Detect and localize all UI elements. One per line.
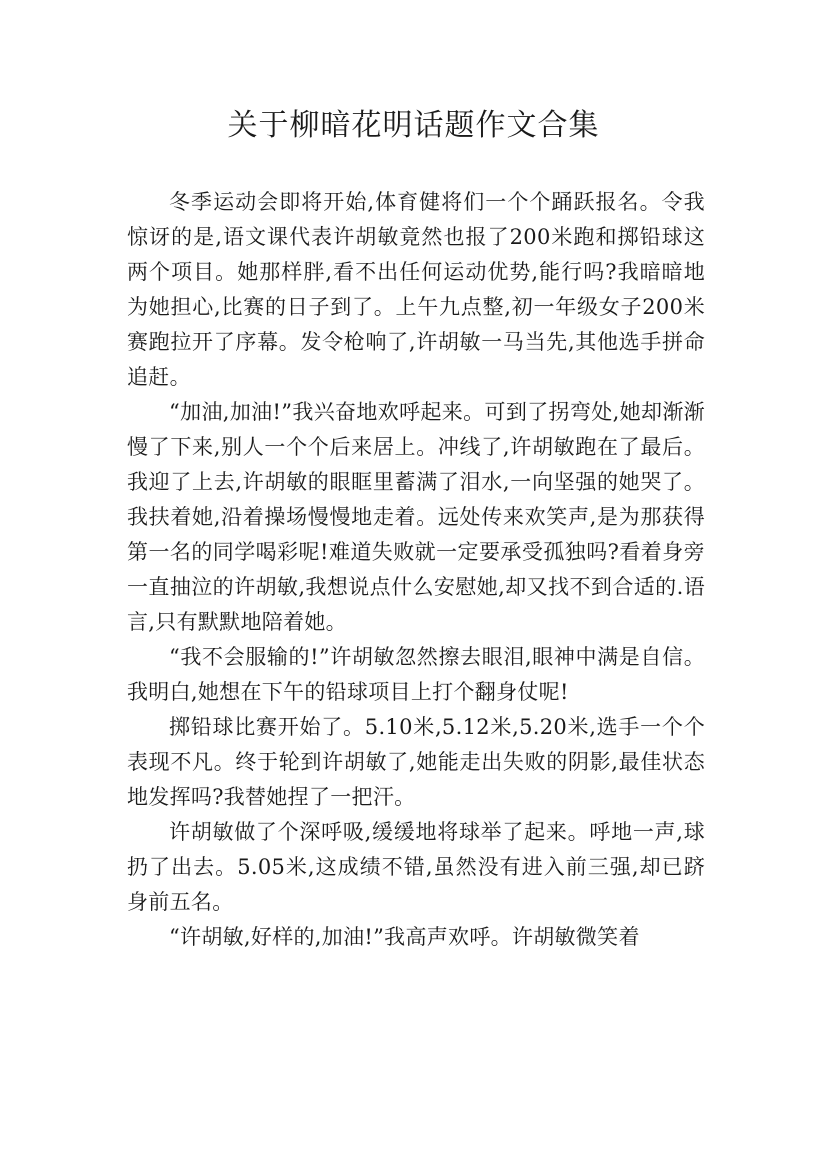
paragraph: “加油,加油!”我兴奋地欢呼起来。可到了拐弯处,她却渐渐慢了下来,别人一个个后来居上。冲线了,许胡敏跑在了最后。我迎了上去,许胡敏的眼眶里蓄满了泪水,一向坚强的她哭了。我扶着她,沿着操场慢慢地走着。远处传来欢笑声,是为那获得第一名的同学喝彩呢!难道失败就一定要承受孤独吗?看着身旁一直抽泣的许胡敏,我想说点什么安慰她,却又找不到合适的.语言,只有默默地陪着她。 — [127, 400, 705, 634]
paragraph: “我不会服输的!”许胡敏忽然擦去眼泪,眼神中满是自信。我明白,她想在下午的铅球项目上打个翻身仗呢! — [127, 645, 705, 704]
paragraph: 许胡敏做了个深呼吸,缓缓地将球举了起来。呼地一声,球扔了出去。5.05米,这成绩不错,虽然没有进入前三强,却已跻身前五名。 — [127, 820, 705, 914]
document-title: 关于柳暗花明话题作文合集 — [227, 108, 600, 143]
paragraph: “许胡敏,好样的,加油!”我高声欢呼。许胡敏微笑着 — [169, 925, 640, 949]
document-body — [127, 185, 705, 955]
paragraph: 掷铅球比赛开始了。5.10米,5.12米,5.20米,选手一个个表现不凡。终于轮到许胡敏了,她能走出失败的阴影,最佳状态地发挥吗?我替她捏了一把汗。 — [127, 715, 705, 809]
paragraph: 冬季运动会即将开始,体育健将们一个个踊跃报名。令我惊讶的是,语文课代表许胡敏竟然也报了200米跑和掷铅球这两个项目。她那样胖,看不出任何运动优势,能行吗?我暗暗地为她担心,比赛的日子到了。上午九点整,初一年级女子200米赛跑拉开了序幕。发令枪响了,许胡敏一马当先,其他选手拼命追赶。 — [127, 190, 705, 389]
